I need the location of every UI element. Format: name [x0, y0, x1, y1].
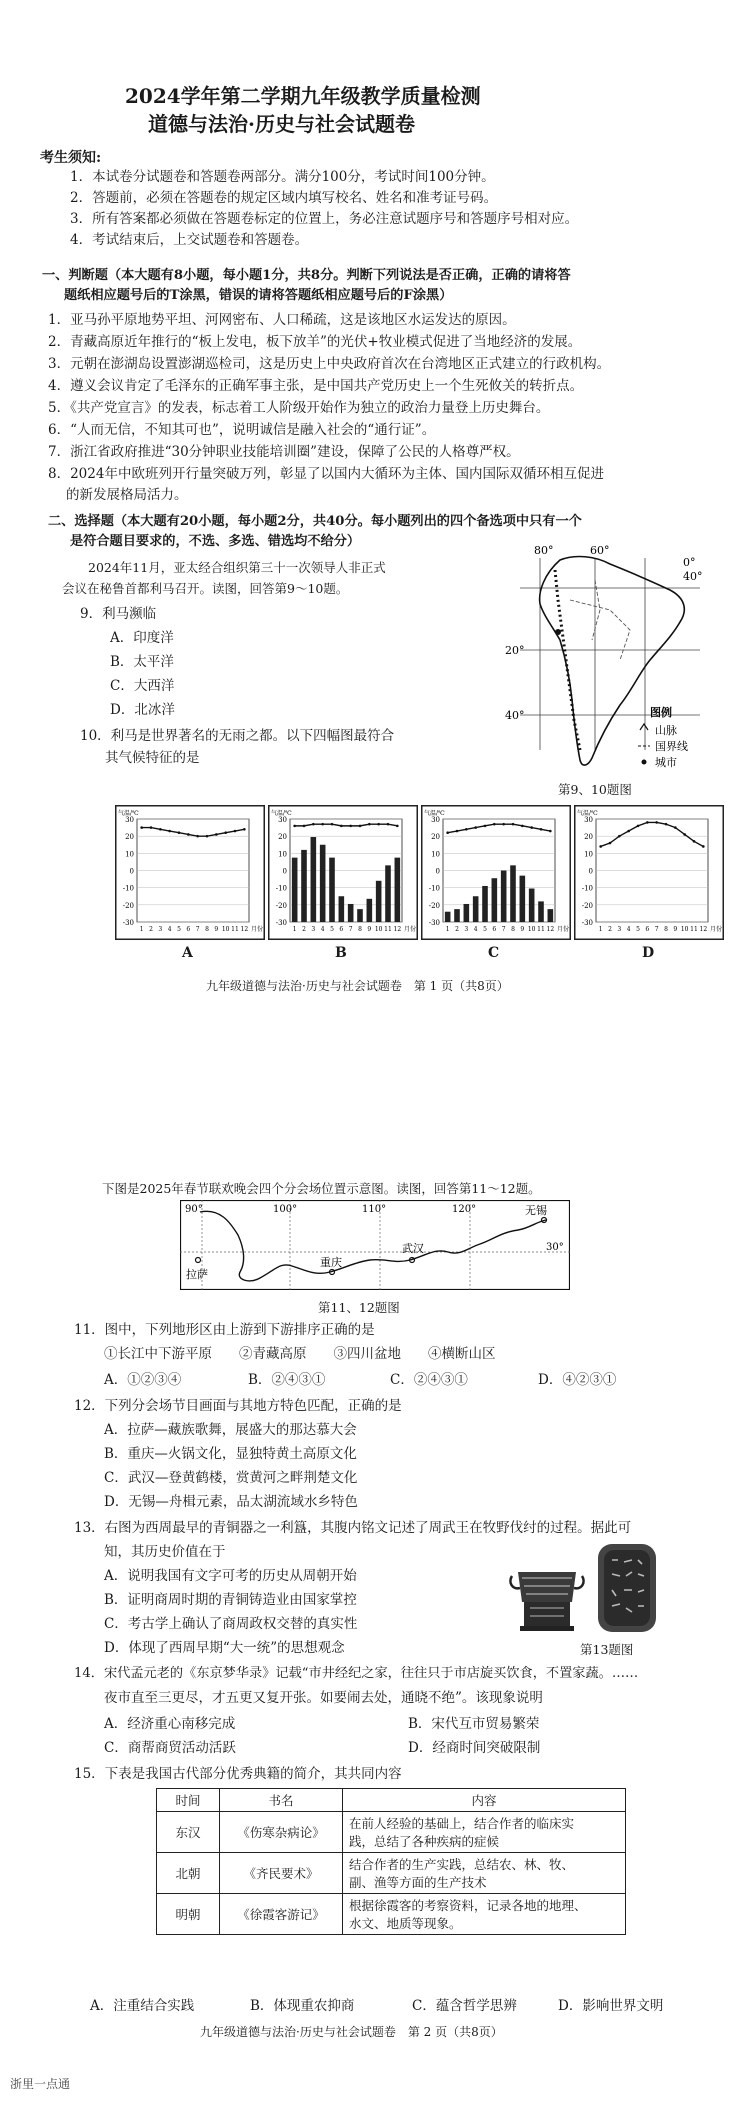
temperature-point [702, 845, 705, 848]
x-tick-label: 10 [527, 926, 536, 933]
table-cell-content [343, 1812, 626, 1853]
y-tick-label: -20 [275, 901, 287, 910]
y-tick-label: 0 [282, 867, 287, 876]
q14-stem-cont: 夜市直至三更尽，才五更又复开张。如要闹去处，通晓不绝”。该现象说明 [104, 1690, 543, 1706]
x-tick-label: 1 [598, 926, 603, 933]
q10-stem-cont: 其气候特征的是 [105, 750, 200, 766]
page-title: 2024学年第二学期九年级教学质量检测 [125, 84, 481, 108]
judge-question-2: 2．青藏高原近年推行的“板上发电，板下放羊”的光伏+牧业模式促进了当地经济的发展。 [48, 334, 582, 350]
page-1-footer: 九年级道德与法治·历史与社会试题卷 第 1 页（共8页） [206, 979, 509, 993]
y-tick-label: -30 [122, 919, 134, 927]
q14-stem: 14．宋代孟元老的《东京梦华录》记载“市井经纪之家，往往只于市店旋买饮食，不置家蔬。…… [74, 1666, 639, 1681]
q13-option-a: A．说明我国有文字可考的历史从周朝开始 [104, 1568, 357, 1584]
temperature-point [312, 823, 315, 826]
table-cell-book: 《齐民要术》 [220, 1853, 343, 1894]
q9-intro: 2024年11月，亚太经合组织第三十一次领导人非正式 [88, 560, 386, 575]
x-tick-label: 5 [330, 926, 334, 933]
y-axis-label: 气温/℃ [577, 810, 598, 817]
temperature-point [303, 825, 306, 828]
lasa-label: 拉萨 [186, 1268, 208, 1281]
x-tick-label: 8 [511, 926, 515, 933]
x-tick-label: 10 [374, 926, 383, 933]
precip-bar [520, 876, 526, 922]
q15-option-b: B．体现重农抑商 [250, 1998, 355, 2014]
x-tick-label: 4 [626, 926, 631, 933]
precip-bar [348, 904, 354, 922]
table-cell-time: 北朝 [157, 1853, 220, 1894]
judge-question-5: 5．《共产党宣言》的发表，标志着工人阶级开始作为独立的政治力量登上历史舞台。 [48, 400, 550, 416]
precip-bar [376, 881, 382, 922]
q9-option-d: D．北冰洋 [110, 702, 175, 718]
temperature-point [484, 825, 487, 828]
temperature-point [474, 826, 477, 829]
q12-option-b: B．重庆—火锅文化，显独特黄土高原文化 [104, 1446, 357, 1462]
lon60-label: 60° [590, 544, 610, 557]
x-tick-label: 7 [654, 926, 659, 933]
section-2-heading: 二、选择题（本大题有20小题，每小题2分，共40分。每小题列出的四个备选项中只有一个 [48, 514, 582, 529]
q13-option-c: C．考古学上确认了商周政权交替的真实性 [104, 1616, 358, 1632]
city-legend-icon [642, 760, 647, 765]
y-tick-label: 0 [588, 867, 593, 876]
precip-bar [301, 850, 307, 922]
li-gui-bronze-image [508, 1554, 586, 1634]
q14-option-a: A．经济重心南移完成 [104, 1716, 236, 1732]
content-line: 水文、地质等现象。 [349, 1916, 462, 1931]
q11-option-d: D．④②③① [538, 1372, 617, 1388]
content-line: 在前人经验的基础上，结合作者的临床实 [349, 1816, 575, 1831]
q13-stem: 13．右图为西周最早的青铜器之一利簋，其腹内铭文记述了周武王在牧野伐纣的过程。据此可 [74, 1520, 632, 1536]
precip-bar [311, 837, 317, 922]
table-header: 书名 [220, 1789, 343, 1812]
x-tick-label: 4 [320, 926, 325, 933]
q14-option-b: B．宋代互市贸易繁荣 [408, 1716, 540, 1732]
legend-city: 城市 [655, 756, 677, 769]
y-tick-label: 20 [431, 833, 440, 842]
temperature-point [530, 826, 533, 829]
judge-question-8: 8．2024年中欧班列开行量突破万列，彰显了以国内大循环为主体、国内国际双循环相互促进 [48, 466, 604, 482]
y-tick-label: 20 [278, 833, 287, 842]
q14-option-c: C．商帮商贸活动活跃 [104, 1740, 236, 1756]
x-tick-label: 1 [139, 926, 144, 933]
notice-item: 4．考试结束后，上交试题卷和答题卷。 [70, 232, 309, 248]
temperature-point [521, 825, 524, 828]
x-tick-label: 2 [302, 926, 306, 933]
precip-bar [510, 865, 516, 922]
section-1-heading: 一、判断题（本大题有8小题，每小题1分，共8分。判断下列说法是否正确，正确的请将答 [42, 268, 571, 283]
lat20-label: 20° [505, 644, 525, 657]
x-tick-label: 8 [358, 926, 362, 933]
y-axis-label: 气温/℃ [424, 810, 445, 817]
legend-mountain: 山脉 [655, 724, 677, 737]
wuxi-label: 无锡 [525, 1204, 547, 1217]
precip-bar [445, 912, 451, 922]
temperature-point [609, 842, 612, 845]
judge-question-8-cont: 的新发展格局活力。 [66, 487, 188, 503]
map-caption: 第9、10题图 [558, 782, 632, 797]
judge-question-4: 4．遵义会议肯定了毛泽东的正确军事主张，是中国共产党历史上一个生死攸关的转折点。 [48, 378, 584, 394]
judge-question-3: 3．元朝在澎湖岛设置澎湖巡检司，这是历史上中央政府首次在台湾地区正式建立的行政机构。 [48, 356, 611, 372]
precip-bar [329, 858, 335, 922]
temperature-point [178, 831, 181, 834]
temperature-point [243, 828, 246, 831]
precip-bar [385, 865, 391, 922]
x-tick-label: 9 [214, 926, 219, 933]
q11-option-c: C．②④③① [390, 1372, 468, 1388]
notice-item: 1．本试卷分试题卷和答题卷两部分。满分100分，考试时间100分钟。 [70, 169, 495, 185]
x-tick-label: 5 [483, 926, 487, 933]
chart-c-label: C [488, 945, 500, 961]
x-tick-label: 8 [664, 926, 668, 933]
legend-border: 国界线 [655, 740, 688, 753]
precip-bar [339, 896, 345, 922]
x-tick-label: 12 [699, 926, 708, 933]
x-tick-label: 4 [473, 926, 478, 933]
q9-option-b: B．太平洋 [110, 654, 174, 670]
q12-option-c: C．武汉—登黄鹤楼，赏黄河之畔荆楚文化 [104, 1470, 358, 1486]
lon40-label: 40° [683, 570, 703, 583]
temperature-point [340, 825, 343, 828]
y-tick-label: -30 [275, 919, 287, 927]
x-tick-label: 12 [393, 926, 402, 933]
x-tick-label: 11 [690, 926, 698, 933]
temperature-point [502, 823, 505, 826]
climate-chart-d [574, 805, 724, 940]
q14-option-d: D．经商时间突破限制 [408, 1740, 541, 1756]
legend-title: 图例 [650, 706, 672, 719]
table-header: 内容 [343, 1789, 626, 1812]
x-tick-label: 5 [177, 926, 181, 933]
y-tick-label: 20 [584, 833, 593, 842]
lima-city-dot [555, 629, 561, 635]
chart-a-label: A [182, 945, 193, 961]
precip-bar [548, 909, 554, 922]
content-line: 结合作者的生产实践，总结农、林、牧、 [349, 1857, 575, 1872]
y-axis-label: 气温/℃ [271, 810, 292, 817]
y-tick-label: -30 [428, 919, 440, 927]
table-row [157, 1853, 626, 1894]
precip-bar [292, 858, 298, 922]
q15-option-c: C．蕴含哲学思辨 [412, 1998, 517, 2014]
x-tick-label: 11 [231, 926, 239, 933]
table-row [157, 1812, 626, 1853]
y-tick-label: 10 [431, 850, 440, 859]
page-subtitle: 道德与法治·历史与社会试题卷 [148, 112, 415, 136]
q15-stem: 15．下表是我国古代部分优秀典籍的简介，其共同内容 [74, 1766, 402, 1782]
temperature-point [150, 826, 153, 829]
x-tick-label: 5 [636, 926, 640, 933]
temperature-point [196, 835, 199, 838]
lon80-label: 80° [534, 544, 554, 557]
svg-text:120°: 120° [452, 1204, 477, 1215]
x-tick-label: 3 [311, 926, 316, 933]
table-cell-time: 东汉 [157, 1812, 220, 1853]
y-tick-label: 30 [125, 816, 134, 824]
q9-intro-cont: 会议在秘鲁首都利马召开。读图，回答第9～10题。 [62, 581, 349, 596]
chart-frame [116, 806, 265, 940]
x-tick-label: 3 [464, 926, 469, 933]
x-tick-label: 2 [455, 926, 459, 933]
y-tick-label: 10 [584, 850, 593, 859]
temperature-point [683, 833, 686, 836]
svg-text:30°: 30° [546, 1242, 564, 1253]
table-cell-book: 《徐霞客游记》 [220, 1894, 343, 1935]
q12-stem: 12．下列分会场节目画面与其地方特色匹配，正确的是 [74, 1398, 402, 1414]
page-2-footer: 九年级道德与法治·历史与社会试题卷 第 2 页（共8页） [200, 2025, 503, 2039]
q10-stem: 10．利马是世界著名的无雨之都。以下四幅图最符合 [80, 728, 395, 744]
x-axis-label: 月份 [404, 926, 417, 933]
section-2-heading-cont: 是符合题目要求的，不选、多选、错选均不给分） [70, 534, 361, 549]
table-cell-content [343, 1853, 626, 1894]
q13-caption: 第13题图 [580, 1642, 634, 1657]
svg-text:110°: 110° [362, 1204, 387, 1215]
q11-items: ①长江中下游平原 ②青藏高原 ③四川盆地 ④横断山区 [104, 1346, 496, 1362]
x-tick-label: 6 [492, 926, 497, 933]
x-axis-label: 月份 [251, 926, 264, 933]
temperature-point [359, 825, 362, 828]
precip-bar [538, 901, 544, 922]
bronze-inscription-image [594, 1540, 660, 1636]
y-tick-label: -10 [428, 884, 440, 893]
content-line: 副、渔等方面的生产技术 [349, 1875, 487, 1890]
temperature-point [599, 845, 602, 848]
q13-stem-cont: 知，其历史价值在于 [104, 1544, 226, 1560]
temperature-point [693, 840, 696, 843]
temperature-point [140, 826, 143, 829]
temperature-point [493, 823, 496, 826]
temperature-point [159, 828, 162, 831]
q11-option-a: A．①②③④ [104, 1372, 182, 1388]
temperature-point [512, 823, 515, 826]
watermark: 浙里一点通 [10, 2077, 71, 2091]
judge-question-7: 7．浙江省政府推进“30分钟职业技能培训圈”建设，保障了公民的人格尊严权。 [48, 444, 520, 460]
x-axis-label: 月份 [557, 926, 570, 933]
temperature-point [377, 823, 380, 826]
x-tick-label: 2 [608, 926, 612, 933]
x-tick-label: 7 [501, 926, 506, 933]
temperature-point [349, 825, 352, 828]
precip-bar [454, 909, 460, 922]
temperature-point [465, 828, 468, 831]
temperature-point [549, 830, 552, 833]
x-tick-label: 3 [158, 926, 163, 933]
lat0-label: 0° [683, 556, 696, 569]
y-tick-label: 30 [431, 816, 440, 824]
q11-intro: 下图是2025年春节联欢晚会四个分会场位置示意图。读图，回答第11～12题。 [102, 1181, 541, 1196]
x-tick-label: 6 [645, 926, 650, 933]
content-line: 根据徐霞客的考察资料，记录各地的地理、 [349, 1898, 587, 1913]
x-tick-label: 6 [186, 926, 191, 933]
temperature-point [665, 823, 668, 826]
precip-bar [464, 904, 470, 922]
precip-bar [473, 896, 479, 922]
wuhan-label: 武汉 [402, 1242, 424, 1255]
x-tick-label: 2 [149, 926, 153, 933]
svg-text:90°: 90° [185, 1204, 203, 1215]
chart-b-label: B [335, 945, 347, 961]
y-tick-label: -10 [122, 884, 134, 893]
x-tick-label: 8 [205, 926, 209, 933]
precip-bar [320, 845, 326, 922]
q12-option-a: A．拉萨—藏族歌舞，展盛大的那达慕大会 [104, 1422, 357, 1438]
table-header: 时间 [157, 1789, 220, 1812]
south-america-map [500, 540, 730, 780]
y-tick-label: -10 [275, 884, 287, 893]
temperature-point [331, 823, 334, 826]
table-row [157, 1894, 626, 1935]
precip-bar [529, 889, 535, 922]
climate-chart-a [115, 805, 265, 940]
x-tick-label: 11 [384, 926, 392, 933]
notice-item: 2．答题前，必须在答题卷的规定区域内填写校名、姓名和准考证号码。 [70, 190, 498, 206]
y-tick-label: 0 [435, 867, 440, 876]
temperature-point [224, 831, 227, 834]
temperature-point [618, 835, 621, 838]
temperature-point [293, 825, 296, 828]
temperature-point [387, 823, 390, 826]
x-tick-label: 7 [348, 926, 353, 933]
temperature-point [655, 821, 658, 824]
table-header-row [157, 1789, 626, 1812]
x-tick-label: 7 [195, 926, 200, 933]
y-tick-label: -10 [581, 884, 593, 893]
y-tick-label: -30 [581, 919, 593, 927]
y-tick-label: 10 [278, 850, 287, 859]
y-tick-label: -20 [122, 901, 134, 910]
x-tick-label: 6 [339, 926, 344, 933]
chart-frame [575, 806, 724, 940]
x-tick-label: 10 [221, 926, 230, 933]
temperature-point [206, 835, 209, 838]
map2-caption: 第11、12题图 [318, 1300, 400, 1315]
y-tick-label: -20 [581, 901, 593, 910]
china-river-map [180, 1200, 570, 1290]
section-1-heading-cont: 题纸相应题号后的T涂黑，错误的请将答题纸相应题号后的F涂黑） [64, 288, 453, 303]
lat40-label: 40° [505, 709, 525, 722]
x-tick-label: 9 [520, 926, 525, 933]
y-axis-label: 气温/℃ [118, 810, 139, 817]
q9-option-a: A．印度洋 [110, 630, 174, 646]
judge-question-1: 1．亚马孙平原地势平坦、河网密布、人口稀疏，这是该地区水运发达的原因。 [48, 312, 516, 328]
temperature-point [646, 821, 649, 824]
y-tick-label: 30 [278, 816, 287, 824]
x-tick-label: 12 [240, 926, 249, 933]
precip-bar [367, 899, 373, 922]
classics-table [156, 1788, 626, 1935]
q15-option-d: D．影响世界文明 [558, 1998, 664, 2014]
precip-bar [482, 886, 488, 922]
temperature-point [674, 826, 677, 829]
q13-option-d: D．体现了西周早期“大一统”的思想观念 [104, 1640, 345, 1656]
precip-bar [501, 871, 507, 923]
table-cell-time: 明朝 [157, 1894, 220, 1935]
y-tick-label: 20 [125, 833, 134, 842]
chart-d-label: D [642, 945, 655, 961]
temperature-point [637, 825, 640, 828]
x-tick-label: 9 [367, 926, 372, 933]
temperature-point [368, 823, 371, 826]
temperature-point [234, 830, 237, 833]
svg-text:100°: 100° [273, 1204, 298, 1215]
temperature-point [627, 830, 630, 833]
x-tick-label: 4 [167, 926, 172, 933]
temperature-point [168, 830, 171, 833]
temperature-point [187, 833, 190, 836]
q13-option-b: B．证明商周时期的青铜铸造业由国家掌控 [104, 1592, 357, 1608]
precip-bar [395, 858, 401, 922]
y-tick-label: 30 [584, 816, 593, 824]
y-tick-label: -20 [428, 901, 440, 910]
chongqing-label: 重庆 [320, 1256, 342, 1269]
table-cell-content [343, 1894, 626, 1935]
x-tick-label: 12 [546, 926, 555, 933]
climate-chart-c [421, 805, 571, 940]
x-tick-label: 1 [445, 926, 450, 933]
table-cell-book: 《伤寒杂病论》 [220, 1812, 343, 1853]
precip-bar [357, 909, 363, 922]
temperature-point [540, 828, 543, 831]
x-tick-label: 10 [680, 926, 689, 933]
temperature-point [446, 831, 449, 834]
x-tick-label: 9 [673, 926, 678, 933]
x-tick-label: 3 [617, 926, 622, 933]
q9-stem: 9．利马濒临 [80, 606, 157, 622]
q9-option-c: C．大西洋 [110, 678, 175, 694]
temperature-point [215, 833, 218, 836]
notice-heading: 考生须知: [40, 150, 102, 166]
judge-question-6: 6．“人而无信，不知其可也”，说明诚信是融入社会的“通行证”。 [48, 422, 436, 438]
temperature-point [396, 825, 399, 828]
x-axis-label: 月份 [710, 926, 723, 933]
q12-option-d: D．无锡—舟楫元素，品太湖流域水乡特色 [104, 1494, 358, 1510]
content-line: 践，总结了各种疾病的症候 [349, 1834, 500, 1849]
temperature-point [321, 823, 324, 826]
precip-bar [492, 878, 498, 922]
q11-stem: 11．图中，下列地形区由上游到下游排序正确的是 [74, 1322, 375, 1338]
q15-option-a: A．注重结合实践 [90, 1998, 195, 2014]
x-tick-label: 1 [292, 926, 297, 933]
notice-item: 3．所有答案都必须做在答题卷标定的位置上，务必注意试题序号和答题序号相对应。 [70, 211, 579, 227]
y-tick-label: 0 [129, 867, 134, 876]
x-tick-label: 11 [537, 926, 545, 933]
q11-option-b: B．②④③① [248, 1372, 326, 1388]
temperature-point [456, 830, 459, 833]
climate-chart-b [268, 805, 418, 940]
y-tick-label: 10 [125, 850, 134, 859]
